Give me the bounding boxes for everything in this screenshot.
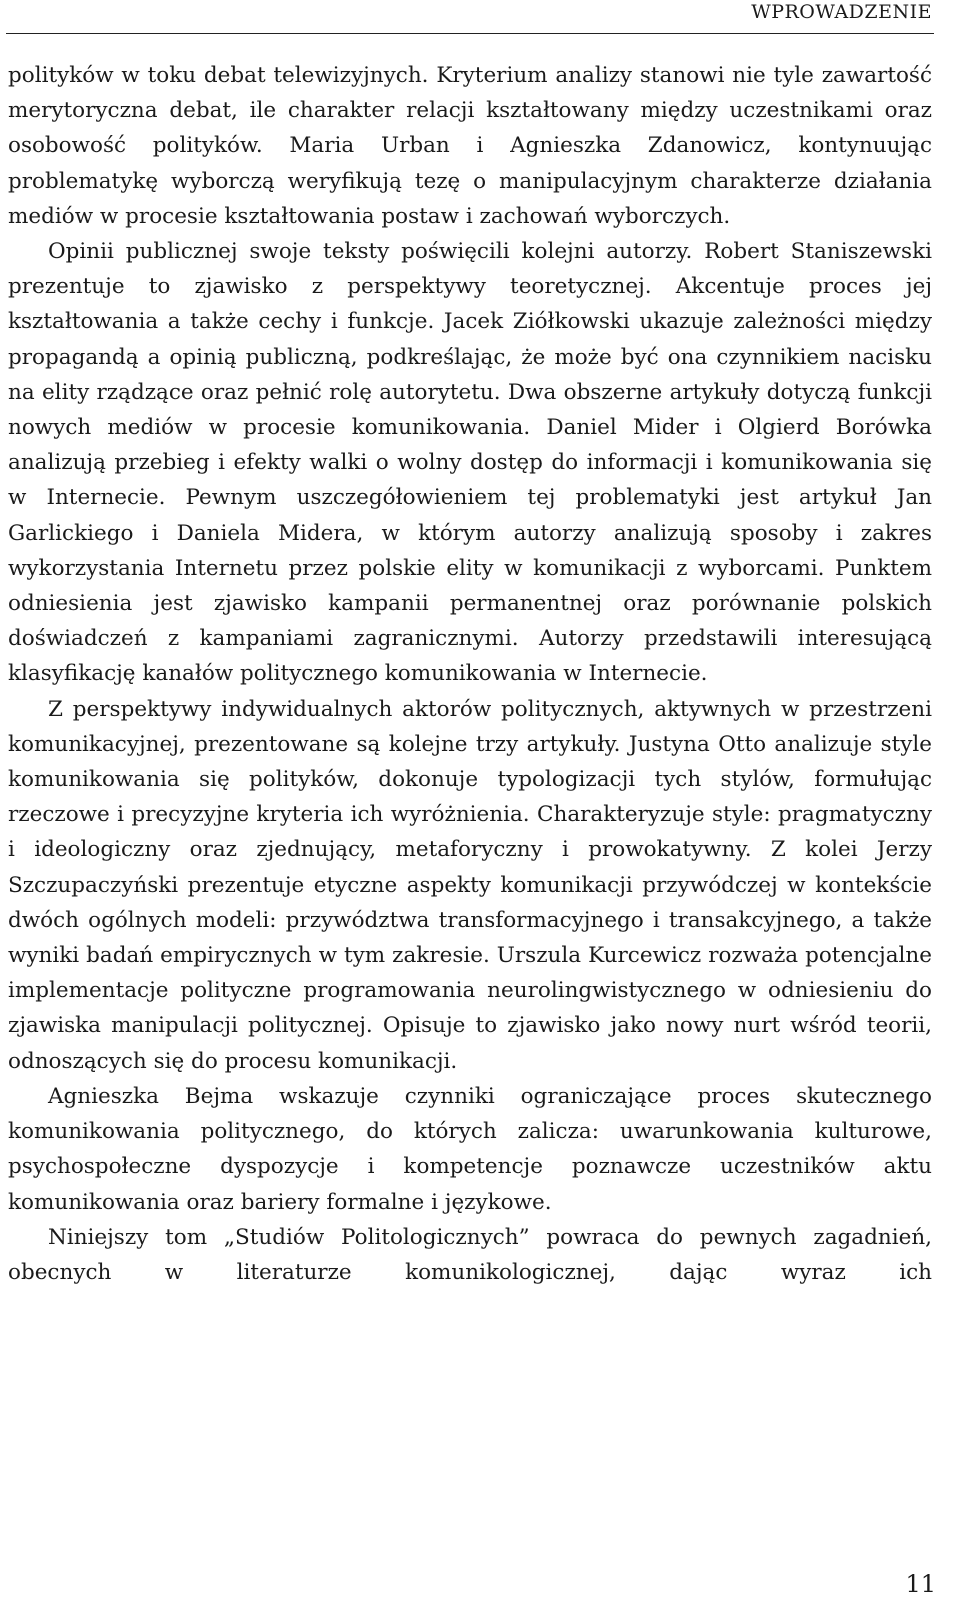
page-number: 11 bbox=[905, 1570, 936, 1598]
paragraph-3: Z perspektywy indywidualnych aktorów politycznych, aktywnych w przestrzeni komunikacyjnej, prezentowane są kolejne trzy artykuły. Justyna Otto analizuje style komunikowania się polityków, dokonuje typologizacji tych stylów, formułując rzeczowe i precyzyjne kryteria ich wyróżnienia. Charakteryzuje style: pragmatyczny i ideologiczny oraz zjednujący, metaforyczny i prowokatywny. Z kolei Jerzy Szczupaczyński prezentuje etyczne aspekty komunikacji przywódczej w kontekście dwóch ogólnych modeli: przywództwa transformacyjnego i transakcyjnego, a także wyniki badań empirycznych w tym zakresie. Urszula Kurcewicz rozważa potencjalne implementacje polityczne programowania neurolingwistycznego w odniesieniu do zjawiska manipulacji politycznej. Opisuje to zjawisko jako nowy nurt wśród teorii, odnoszących się do procesu komunikacji. bbox=[8, 696, 932, 1074]
paragraph-5: Niniejszy tom „Studiów Politologicznych” powraca do pewnych zagadnień, obecnych w literaturze komunikologicznej, dając wyraz ich bbox=[8, 1224, 932, 1285]
header-rule bbox=[6, 33, 934, 34]
body-text bbox=[8, 58, 932, 1290]
paragraph-4: Agnieszka Bejma wskazuje czynniki ograniczające proces skutecznego komunikowania politycznego, do których zalicza: uwarunkowania kulturowe, psychospołeczne dyspozycje i kompetencje poznawcze uczestników aktu komunikowania oraz bariery formalne i językowe. bbox=[8, 1083, 932, 1215]
paragraph-1: polityków w toku debat telewizyjnych. Kryterium analizy stanowi nie tyle zawartość merytoryczna debat, ile charakter relacji kształtowany między uczestnikami oraz osobowość polityków. Maria Urban i Agnieszka Zdanowicz, kontynuując problematykę wyborczą weryfikują tezę o manipulacyjnym charakterze działania mediów w procesie kształtowania postaw i zachowań wyborczych. bbox=[8, 63, 932, 229]
running-title: WPROWADZENIE bbox=[751, 1, 932, 23]
paragraph-2: Opinii publicznej swoje teksty poświęcili kolejni autorzy. Robert Staniszewski prezentuje to zjawisko z perspektywy teoretycznej. Akcentuje proces jej kształtowania a także cechy i funkcje. Jacek Ziółkowski ukazuje zależności między propagandą a opinią publiczną, podkreślając, że może być ona czynnikiem nacisku na elity rządzące oraz pełnić rolę autorytetu. Dwa obszerne artykuły dotyczą funkcji nowych mediów w procesie komunikowania. Daniel Mider i Olgierd Borówka analizują przebieg i efekty walki o wolny dostęp do informacji i komunikowania się w Internecie. Pewnym uszczegółowieniem tej problematyki jest artykuł Jan Garlickiego i Daniela Midera, w którym autorzy analizują sposoby i zakres wykorzystania Internetu przez polskie elity w komunikacji z wyborcami. Punktem odniesienia jest zjawisko kampanii permanentnej oraz porównanie polskich doświadczeń z kampaniami zagranicznymi. Autorzy przedstawili interesującą klasyfikację kanałów politycznego komunikowania w Internecie. bbox=[8, 239, 932, 687]
